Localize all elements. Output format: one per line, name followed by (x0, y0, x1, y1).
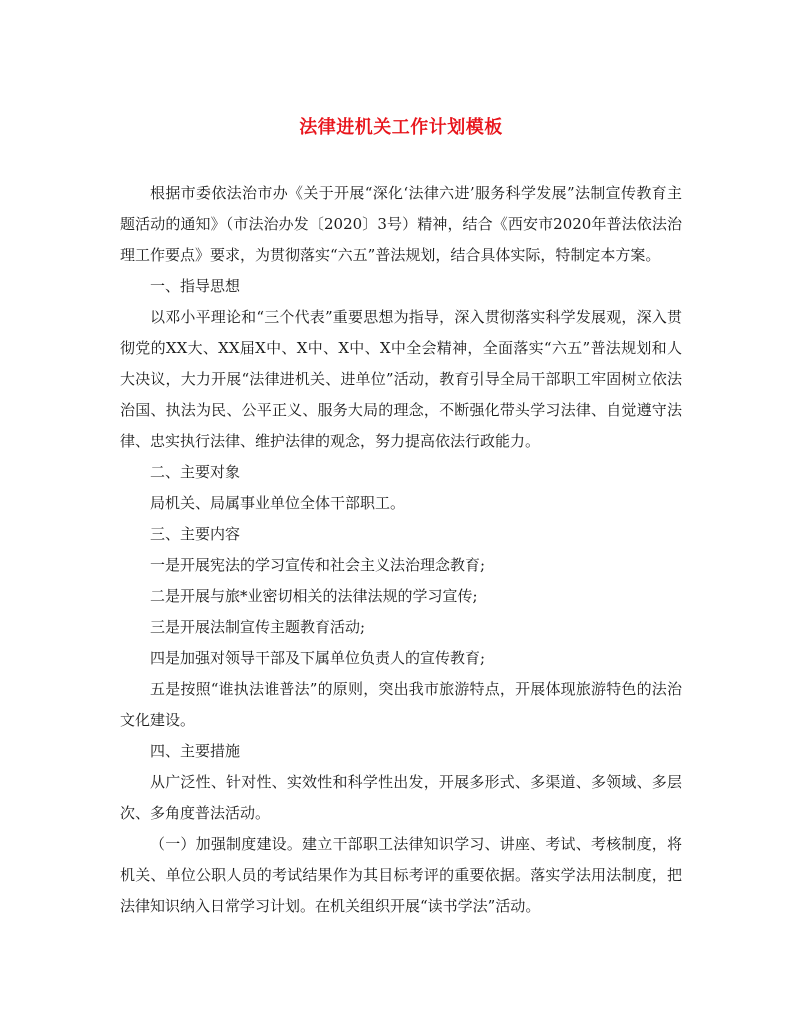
content-item-5: 五是按照“谁执法谁普法”的原则，突出我市旅游特点，开展体现旅游特色的法治文化建设。 (120, 680, 682, 729)
intro-paragraph: 根据市委依法治市办《关于开展“深化‘法律六进’服务科学发展”法制宣传教育主题活动的通知》（市法治办发〔2020〕3号）精神，结合《西安市2020年普法依法治理工作要点》要求，为贯彻落实“六五”普法规划，结合具体实际，特制定本方案。 (120, 184, 682, 264)
main-targets-paragraph: 局机关、局属事业单位全体干部职工。 (150, 494, 406, 512)
content-item-4: 四是加强对领导干部及下属单位负责人的宣传教育; (150, 649, 486, 667)
section-heading-main-targets: 二、主要对象 (150, 463, 241, 481)
document-title: 法律进机关工作计划模板 (299, 117, 503, 138)
content-item-2: 二是开展与旅*业密切相关的法律法规的学习宣传; (150, 587, 478, 605)
document-body (120, 178, 682, 922)
content-item-3: 三是开展法制宣传主题教育活动; (150, 618, 366, 636)
measures-intro-paragraph: 从广泛性、针对性、实效性和科学性出发，开展多形式、多渠道、多领域、多层次、多角度普法活动。 (120, 773, 682, 822)
measures-item-1-paragraph: （一）加强制度建设。建立干部职工法律知识学习、讲座、考试、考核制度，将机关、单位公职人员的考试结果作为其目标考评的重要依据。落实学法用法制度，把法律知识纳入日常学习计划。在机关组织开展“读书学法”活动。 (120, 835, 682, 915)
section-heading-main-measures: 四、主要措施 (150, 742, 241, 760)
guiding-ideology-paragraph: 以邓小平理论和“三个代表”重要思想为指导，深入贯彻落实科学发展观，深入贯彻党的XX大、XX届X中、X中、X中、X中全会精神，全面落实“六五”普法规划和人大决议，大力开展“法律进机关、进单位”活动，教育引导全局干部职工牢固树立依法治国、执法为民、公平正义、服务大局的理念，不断强化带头学习法律、自觉遵守法律、忠实执行法律、维护法律的观念，努力提高依法行政能力。 (120, 308, 682, 450)
section-heading-main-content: 三、主要内容 (150, 525, 241, 543)
content-item-1: 一是开展宪法的学习宣传和社会主义法治理念教育; (150, 556, 486, 574)
section-heading-guiding-ideology: 一、指导思想 (150, 277, 241, 295)
